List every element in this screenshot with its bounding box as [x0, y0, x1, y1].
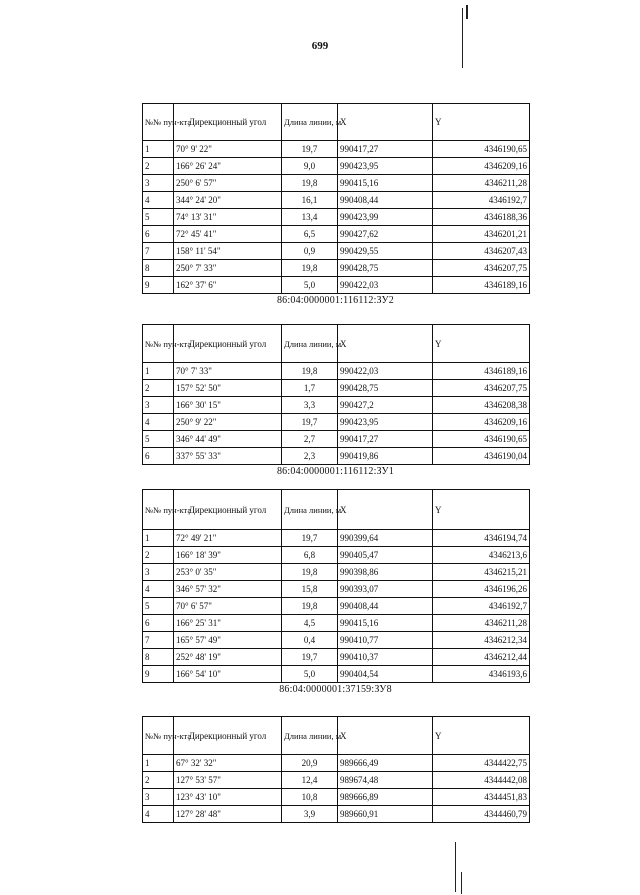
line-length-cell: 3,3: [282, 397, 338, 414]
direction-angle-cell: 346° 57' 32": [174, 581, 282, 598]
direction-angle-cell: 252° 48' 19": [174, 649, 282, 666]
point-number-cell: 2: [143, 547, 174, 564]
x-coordinate-cell: 990429,55: [338, 243, 433, 260]
table-row: [143, 226, 530, 243]
table-row: [143, 581, 530, 598]
x-coordinate-cell: 990423,95: [338, 414, 433, 431]
table-row: [143, 414, 530, 431]
table-row: [143, 448, 530, 465]
point-number-cell: 8: [143, 260, 174, 277]
direction-angle-cell: 74° 13' 31": [174, 209, 282, 226]
y-coordinate-cell: 4346196,26: [433, 581, 530, 598]
header-direction-angle: Дирекционный угол: [174, 325, 282, 363]
x-coordinate-cell: 990398,86: [338, 564, 433, 581]
x-coordinate-cell: 990422,03: [338, 363, 433, 380]
header-point-number: №№ пун-кта: [143, 490, 174, 530]
cadastral-number-caption: 86:04:0000001:116112:ЗУ2: [276, 295, 394, 306]
point-number-cell: 4: [143, 806, 174, 823]
table-row: [143, 141, 530, 158]
x-coordinate-cell: 990427,2: [338, 397, 433, 414]
direction-angle-cell: 127° 28' 48": [174, 806, 282, 823]
x-coordinate-cell: 990415,16: [338, 615, 433, 632]
x-coordinate-cell: 990410,37: [338, 649, 433, 666]
direction-angle-cell: 72° 45' 41": [174, 226, 282, 243]
table-row: [143, 243, 530, 260]
y-coordinate-cell: 4346209,16: [433, 158, 530, 175]
x-coordinate-cell: 989666,49: [338, 755, 433, 772]
x-coordinate-cell: 990410,77: [338, 632, 433, 649]
x-coordinate-cell: 990393,07: [338, 581, 433, 598]
y-coordinate-cell: 4344422,75: [433, 755, 530, 772]
table-row: [143, 772, 530, 789]
table-row: [143, 260, 530, 277]
table-row: [143, 789, 530, 806]
cadastral-number-caption: 86:04:0000001:116112:ЗУ1: [276, 466, 394, 477]
line-length-cell: 19,8: [282, 363, 338, 380]
y-coordinate-cell: 4346212,34: [433, 632, 530, 649]
header-direction-angle: Дирекционный угол: [174, 490, 282, 530]
table-row: [143, 547, 530, 564]
direction-angle-cell: 166° 26' 24": [174, 158, 282, 175]
x-coordinate-cell: 990428,75: [338, 380, 433, 397]
direction-angle-cell: 344° 24' 20": [174, 192, 282, 209]
direction-angle-cell: 127° 53' 57": [174, 772, 282, 789]
y-coordinate-cell: 4346190,04: [433, 448, 530, 465]
y-coordinate-cell: 4346209,16: [433, 414, 530, 431]
x-coordinate-cell: 989666,89: [338, 789, 433, 806]
table-row: [143, 380, 530, 397]
x-coordinate-cell: 990399,64: [338, 530, 433, 547]
line-length-cell: 19,7: [282, 649, 338, 666]
coordinates-table-block-2: [142, 324, 529, 478]
table-row: [143, 615, 530, 632]
table-row: [143, 666, 530, 683]
direction-angle-cell: 70° 6' 57": [174, 598, 282, 615]
point-number-cell: 8: [143, 649, 174, 666]
point-number-cell: 2: [143, 158, 174, 175]
page-number: 699: [311, 40, 329, 52]
point-number-cell: 2: [143, 380, 174, 397]
point-number-cell: 6: [143, 448, 174, 465]
point-number-cell: 1: [143, 755, 174, 772]
x-coordinate-cell: 989674,48: [338, 772, 433, 789]
header-point-number: №№ пун-кта: [143, 325, 174, 363]
y-coordinate-cell: 4346189,16: [433, 277, 530, 294]
y-coordinate-cell: 4344451,83: [433, 789, 530, 806]
direction-angle-cell: 253° 0' 35": [174, 564, 282, 581]
table-header-row: [143, 717, 530, 755]
line-length-cell: 10,8: [282, 789, 338, 806]
table-header-row: [143, 325, 530, 363]
table-row: [143, 175, 530, 192]
direction-angle-cell: 250° 6' 57": [174, 175, 282, 192]
table-header-row: [143, 104, 530, 141]
y-coordinate-cell: 4344460,79: [433, 806, 530, 823]
header-line-length: Длина линии, м: [282, 325, 338, 363]
coordinates-table-block-1: [142, 103, 529, 307]
point-number-cell: 4: [143, 192, 174, 209]
table-row: [143, 649, 530, 666]
y-coordinate-cell: 4346190,65: [433, 141, 530, 158]
direction-angle-cell: 346° 44' 49": [174, 431, 282, 448]
table-row: [143, 598, 530, 615]
line-length-cell: 0,4: [282, 632, 338, 649]
line-length-cell: 2,3: [282, 448, 338, 465]
table-row: [143, 397, 530, 414]
table-row: [143, 192, 530, 209]
point-number-cell: 5: [143, 431, 174, 448]
point-number-cell: 3: [143, 175, 174, 192]
x-coordinate-cell: 990408,44: [338, 192, 433, 209]
x-coordinate-cell: 989660,91: [338, 806, 433, 823]
line-length-cell: 19,8: [282, 564, 338, 581]
direction-angle-cell: 250° 9' 22": [174, 414, 282, 431]
point-number-cell: 3: [143, 564, 174, 581]
direction-angle-cell: 157° 52' 50": [174, 380, 282, 397]
x-coordinate-cell: 990419,86: [338, 448, 433, 465]
header-point-number: №№ пун-кта: [143, 717, 174, 755]
x-coordinate-cell: 990415,16: [338, 175, 433, 192]
y-coordinate-cell: 4346215,21: [433, 564, 530, 581]
y-coordinate-cell: 4346192,7: [433, 598, 530, 615]
coordinates-table-block-4: [142, 716, 529, 823]
y-coordinate-cell: 4346188,36: [433, 209, 530, 226]
y-coordinate-cell: 4346207,43: [433, 243, 530, 260]
line-length-cell: 20,9: [282, 755, 338, 772]
y-coordinate-cell: 4346211,28: [433, 175, 530, 192]
x-coordinate-cell: 990422,03: [338, 277, 433, 294]
scan-mark-bottom-right-2: [461, 872, 462, 894]
point-number-cell: 5: [143, 209, 174, 226]
point-number-cell: 2: [143, 772, 174, 789]
table-row: [143, 806, 530, 823]
line-length-cell: 19,8: [282, 598, 338, 615]
table-row: [143, 277, 530, 294]
x-coordinate-cell: 990417,27: [338, 141, 433, 158]
line-length-cell: 2,7: [282, 431, 338, 448]
header-x: X: [338, 717, 433, 755]
direction-angle-cell: 158° 11' 54": [174, 243, 282, 260]
table-row: [143, 755, 530, 772]
header-y: Y: [433, 490, 530, 530]
point-number-cell: 5: [143, 598, 174, 615]
scan-mark-bottom-right: [455, 842, 456, 892]
point-number-cell: 1: [143, 530, 174, 547]
header-point-number: №№ пун-кта: [143, 104, 174, 141]
point-number-cell: 6: [143, 226, 174, 243]
direction-angle-cell: 166° 18' 39": [174, 547, 282, 564]
y-coordinate-cell: 4346213,6: [433, 547, 530, 564]
direction-angle-cell: 162° 37' 6": [174, 277, 282, 294]
coordinates-table-3: [142, 489, 530, 683]
line-length-cell: 1,7: [282, 380, 338, 397]
direction-angle-cell: 123° 43' 10": [174, 789, 282, 806]
point-number-cell: 4: [143, 581, 174, 598]
y-coordinate-cell: 4346192,7: [433, 192, 530, 209]
direction-angle-cell: 250° 7' 33": [174, 260, 282, 277]
header-line-length: Длина линии, м: [282, 490, 338, 530]
x-coordinate-cell: 990423,95: [338, 158, 433, 175]
line-length-cell: 5,0: [282, 666, 338, 683]
direction-angle-cell: 166° 30' 15": [174, 397, 282, 414]
header-line-length: Длина линии, м: [282, 717, 338, 755]
y-coordinate-cell: 4346207,75: [433, 380, 530, 397]
direction-angle-cell: 70° 7' 33": [174, 363, 282, 380]
direction-angle-cell: 166° 54' 10": [174, 666, 282, 683]
point-number-cell: 9: [143, 277, 174, 294]
coordinates-table-1: [142, 103, 530, 294]
y-coordinate-cell: 4346211,28: [433, 615, 530, 632]
scan-mark-top-right: [462, 8, 463, 68]
header-direction-angle: Дирекционный угол: [174, 717, 282, 755]
header-x: X: [338, 490, 433, 530]
table-header-row: [143, 490, 530, 530]
scan-mark-top-right-2: [466, 5, 468, 19]
table-row: [143, 431, 530, 448]
line-length-cell: 12,4: [282, 772, 338, 789]
x-coordinate-cell: 990427,62: [338, 226, 433, 243]
table-row: [143, 158, 530, 175]
y-coordinate-cell: 4346190,65: [433, 431, 530, 448]
y-coordinate-cell: 4346208,38: [433, 397, 530, 414]
line-length-cell: 5,0: [282, 277, 338, 294]
header-direction-angle: Дирекционный угол: [174, 104, 282, 141]
point-number-cell: 4: [143, 414, 174, 431]
direction-angle-cell: 337° 55' 33": [174, 448, 282, 465]
line-length-cell: 19,8: [282, 260, 338, 277]
line-length-cell: 0,9: [282, 243, 338, 260]
line-length-cell: 6,5: [282, 226, 338, 243]
line-length-cell: 9,0: [282, 158, 338, 175]
point-number-cell: 9: [143, 666, 174, 683]
x-coordinate-cell: 990428,75: [338, 260, 433, 277]
x-coordinate-cell: 990423,99: [338, 209, 433, 226]
table-row: [143, 632, 530, 649]
header-y: Y: [433, 325, 530, 363]
point-number-cell: 3: [143, 397, 174, 414]
line-length-cell: 19,7: [282, 414, 338, 431]
y-coordinate-cell: 4346193,6: [433, 666, 530, 683]
header-line-length: Длина линии, м: [282, 104, 338, 141]
point-number-cell: 7: [143, 243, 174, 260]
line-length-cell: 6,8: [282, 547, 338, 564]
y-coordinate-cell: 4346207,75: [433, 260, 530, 277]
y-coordinate-cell: 4346212,44: [433, 649, 530, 666]
line-length-cell: 19,7: [282, 530, 338, 547]
header-y: Y: [433, 104, 530, 141]
direction-angle-cell: 70° 9' 22": [174, 141, 282, 158]
table-row: [143, 209, 530, 226]
line-length-cell: 4,5: [282, 615, 338, 632]
direction-angle-cell: 72° 49' 21": [174, 530, 282, 547]
direction-angle-cell: 67° 32' 32": [174, 755, 282, 772]
y-coordinate-cell: 4344442,08: [433, 772, 530, 789]
coordinates-table-block-3: [142, 489, 529, 696]
direction-angle-cell: 165° 57' 49": [174, 632, 282, 649]
line-length-cell: 3,9: [282, 806, 338, 823]
x-coordinate-cell: 990417,27: [338, 431, 433, 448]
y-coordinate-cell: 4346194,74: [433, 530, 530, 547]
x-coordinate-cell: 990408,44: [338, 598, 433, 615]
line-length-cell: 15,8: [282, 581, 338, 598]
header-x: X: [338, 325, 433, 363]
point-number-cell: 1: [143, 363, 174, 380]
coordinates-table-2: [142, 324, 530, 465]
header-x: X: [338, 104, 433, 141]
x-coordinate-cell: 990405,47: [338, 547, 433, 564]
line-length-cell: 19,7: [282, 141, 338, 158]
cadastral-number-caption: 86:04:0000001:37159:ЗУ8: [279, 684, 392, 695]
point-number-cell: 1: [143, 141, 174, 158]
line-length-cell: 13,4: [282, 209, 338, 226]
table-row: [143, 530, 530, 547]
line-length-cell: 19,8: [282, 175, 338, 192]
direction-angle-cell: 166° 25' 31": [174, 615, 282, 632]
y-coordinate-cell: 4346201,21: [433, 226, 530, 243]
table-row: [143, 564, 530, 581]
coordinates-table-4: [142, 716, 530, 823]
point-number-cell: 6: [143, 615, 174, 632]
point-number-cell: 3: [143, 789, 174, 806]
point-number-cell: 7: [143, 632, 174, 649]
y-coordinate-cell: 4346189,16: [433, 363, 530, 380]
header-y: Y: [433, 717, 530, 755]
table-row: [143, 363, 530, 380]
line-length-cell: 16,1: [282, 192, 338, 209]
x-coordinate-cell: 990404,54: [338, 666, 433, 683]
